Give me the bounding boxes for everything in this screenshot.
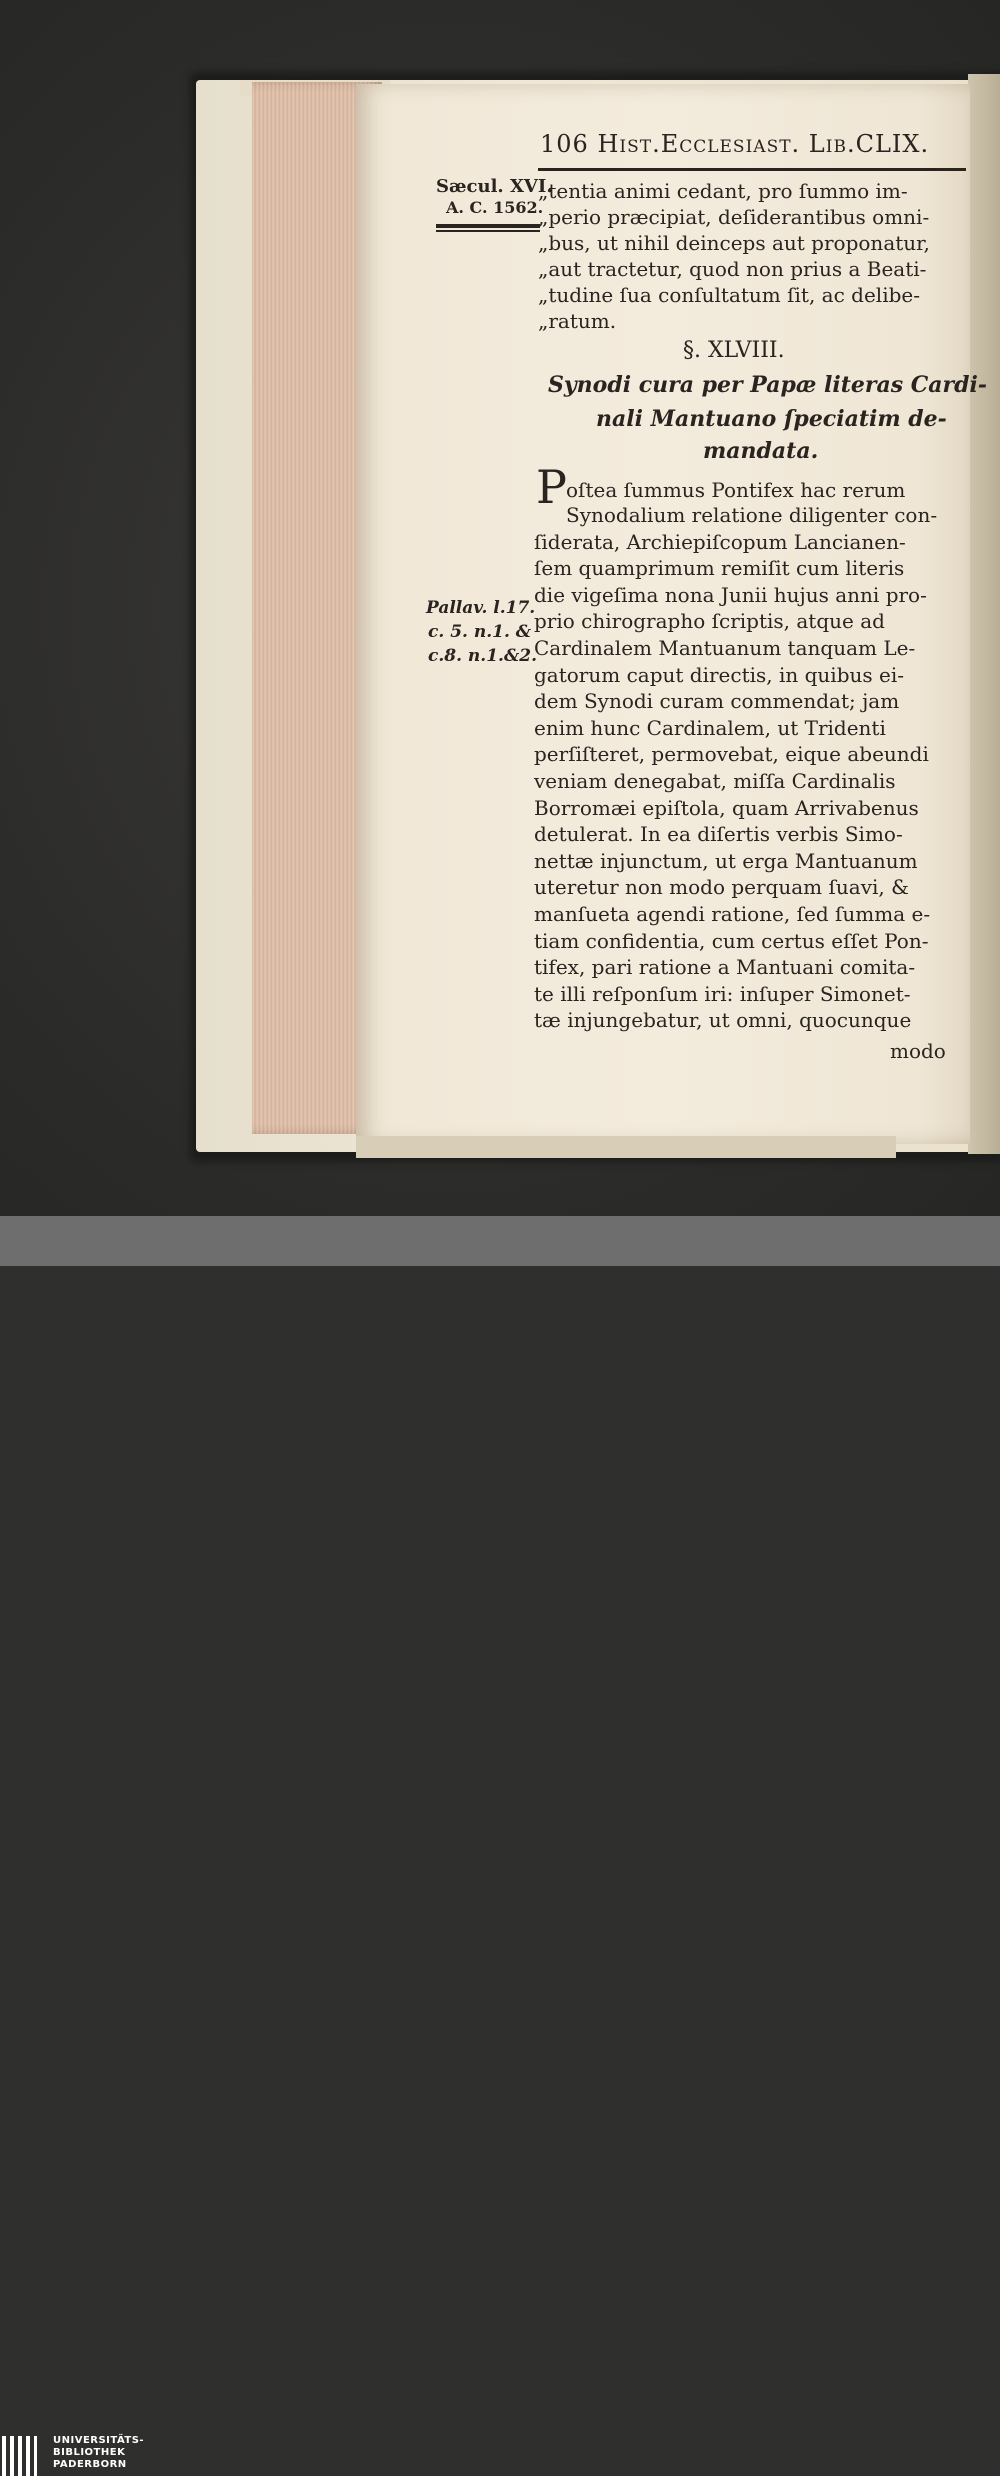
library-logo-icon: [2, 2436, 42, 2476]
drop-cap: P: [536, 460, 567, 514]
paragraph-line: dem Synodi curam commendat; jam: [534, 689, 900, 714]
paragraph-line: uteretur non modo perquam ſuavi, &: [534, 875, 909, 900]
library-name-line-3: PADERBORN: [53, 2459, 127, 2470]
quote-line: „tentia animi cedant, pro ſummo im-: [538, 179, 908, 203]
section-number: §. XLVIII.: [683, 338, 785, 363]
paragraph-line: Synodalium relatione diligenter con-: [566, 503, 938, 527]
paragraph-line: ſem quamprimum remiſit cum literis: [534, 556, 905, 581]
section-title-line-3: mandata.: [703, 438, 819, 464]
paragraph-line: nettæ injunctum, ut erga Mantuanum: [534, 848, 918, 873]
paragraph-line: prio chirographo ſcriptis, atque ad: [534, 609, 885, 634]
margin-ref-3: c.8. n.1.&2.: [428, 646, 538, 666]
quote-line: „bus, ut nihil deinceps aut proponatur,: [538, 231, 930, 255]
section-title-line-2: nali Mantuano ſpeciatim de-: [596, 406, 947, 432]
library-name-line-2: BIBLIOTHEK: [53, 2447, 126, 2458]
facing-page-edge: [968, 74, 1000, 1154]
paragraph-line: gatorum caput directis, in quibus ei-: [534, 662, 904, 687]
paragraph-line: veniam denegabat, miſſa Cardinalis: [534, 769, 896, 793]
margin-century: Sæcul. XVI.: [436, 176, 553, 197]
quote-line: „tudine ſua conſultatum ſit, ac delibe-: [538, 283, 920, 307]
margin-rule-thin: [436, 230, 540, 232]
paragraph-line: die vigeſima nona Junii hujus anni pro-: [534, 582, 927, 607]
paragraph-line: detulerat. In ea diſertis verbis Simo-: [534, 822, 903, 847]
margin-rule: [436, 224, 540, 228]
section-title-line-1: Synodi cura per Papæ literas Cardi-: [548, 372, 988, 398]
paragraph-line: tæ injungebatur, ut omni, quocunque: [534, 1008, 912, 1033]
paragraph-line: tiam confidentia, cum certus eſſet Pon-: [534, 928, 929, 953]
paragraph-line: ſiderata, Archiepiſcopum Lancianen-: [534, 529, 906, 554]
first-line: oſtea ſummus Pontifex hac rerum: [566, 478, 906, 502]
header-rule: [538, 168, 966, 171]
paragraph-line: te illi reſponſum iri: inſuper Simonet-: [534, 981, 911, 1006]
paragraph-line: Cardinalem Mantuanum tanquam Le-: [534, 636, 916, 660]
quote-line: „ratum.: [538, 309, 617, 333]
quote-line: „perio præcipiat, deſiderantibus omni-: [538, 205, 930, 229]
running-head: 106 Hist.Ecclesiast. Lib.CLIX.: [540, 130, 930, 158]
scanned-book-image: [0, 0, 1000, 1216]
margin-year: A. C. 1562.: [446, 198, 544, 217]
page-bottom-edge: [356, 1136, 896, 1158]
paragraph-line: enim hunc Cardinalem, ut Tridenti: [534, 715, 886, 740]
paragraph-line: manſueta agendi ratione, ſed ſumma e-: [534, 902, 931, 926]
margin-ref-1: Pallav. l.17.: [426, 598, 536, 618]
quote-line: „aut tractetur, quod non prius a Beati-: [538, 257, 927, 281]
library-name-line-1: UNIVERSITÄTS-: [53, 2435, 145, 2446]
catchword: modo: [890, 1039, 946, 1063]
paragraph-line: tifex, pari ratione a Mantuani comita-: [534, 955, 916, 980]
paragraph-line: perſiſteret, permovebat, eique abeundi: [534, 742, 929, 767]
library-footer: [0, 1216, 1000, 2470]
margin-ref-2: c. 5. n.1. &: [428, 622, 532, 642]
paragraph-line: Borromæi epiſtola, quam Arrivabenus: [534, 795, 919, 820]
